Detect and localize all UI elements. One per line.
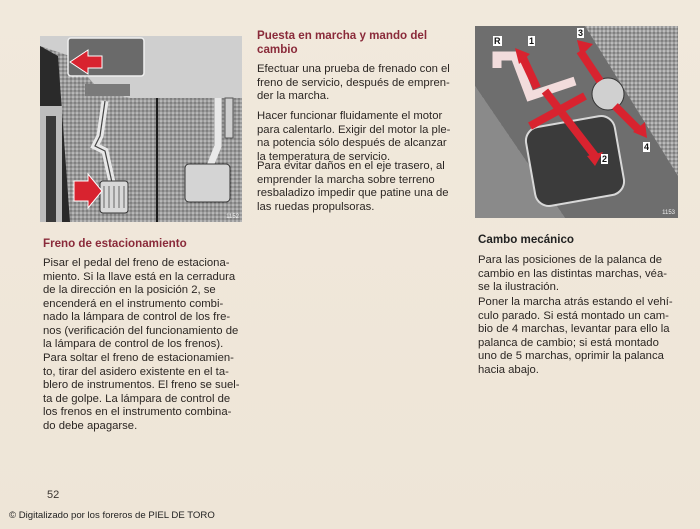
heading-parking-brake: Freno de estacionamiento — [43, 237, 187, 250]
paragraph-parking-brake-1: Pisar el pedal del freno de estaciona- miento. Si la llave está en la cerradura de la dirección en la posición 2, se encenderá en el instrumento combi- nado la lámpara de control de los fre- nos (verificación del funcionamiento de la lámpara de control de los frenos). — [43, 257, 239, 350]
gear-label-2: 2 — [602, 154, 608, 164]
page-number: 52 — [47, 489, 60, 501]
heading-manual-gearbox: Cambo mecánico — [478, 233, 574, 246]
gear-label-4: 4 — [644, 142, 650, 152]
gear-shift-illustration — [475, 26, 678, 218]
paragraph-starting-2: Hacer funcionar fluidamente el motor para calentarlo. Exigir del motor la ple- na potencia sólo después de alcanzar la temperatura de servicio. — [257, 110, 451, 163]
figure-number: 1153 — [662, 210, 675, 216]
figure-parking-brake — [40, 36, 242, 222]
paragraph-parking-brake-2: Para soltar el freno de estacionamien- to, tirar del asidero existente en el ta- blero de instrumentos. El freno se suel- ta de golpe. La lámpara de control de los frenos en el instrumento combina- do debe apagarse. — [43, 352, 240, 432]
figure-number: 1152 — [226, 214, 239, 220]
parking-brake-illustration — [40, 36, 242, 222]
paragraph-manual-gearbox-2: Poner la marcha atrás estando el vehí- culo parado. Si está montado un cam- bio de 4 marchas, levantar para ello la palanca de cambio; si está montado uno de 5 marchas, oprimir la palanca hacia abajo. — [478, 296, 673, 376]
digitization-credit: © Digitalizado por los foreros de PIEL DE TORO — [9, 510, 215, 521]
gear-label-3: 3 — [578, 28, 584, 38]
heading-starting: Puesta en marcha y mando del cambio — [257, 29, 428, 56]
paragraph-manual-gearbox-1: Para las posiciones de la palanca de cambio en las distintas marchas, véa- se la ilustración. — [478, 254, 667, 293]
paragraph-starting-3: Para evitar daños en el eje trasero, al emprender la marcha sobre terreno resbaladizo impedir que patine una de las ruedas propulsoras. — [257, 160, 449, 213]
figure-gear-shift — [475, 26, 678, 218]
gear-label-R: R — [494, 36, 501, 46]
paragraph-starting-1: Efectuar una prueba de frenado con el freno de servicio, después de empren- der la marcha. — [257, 63, 450, 102]
gear-label-1: 1 — [529, 36, 535, 46]
